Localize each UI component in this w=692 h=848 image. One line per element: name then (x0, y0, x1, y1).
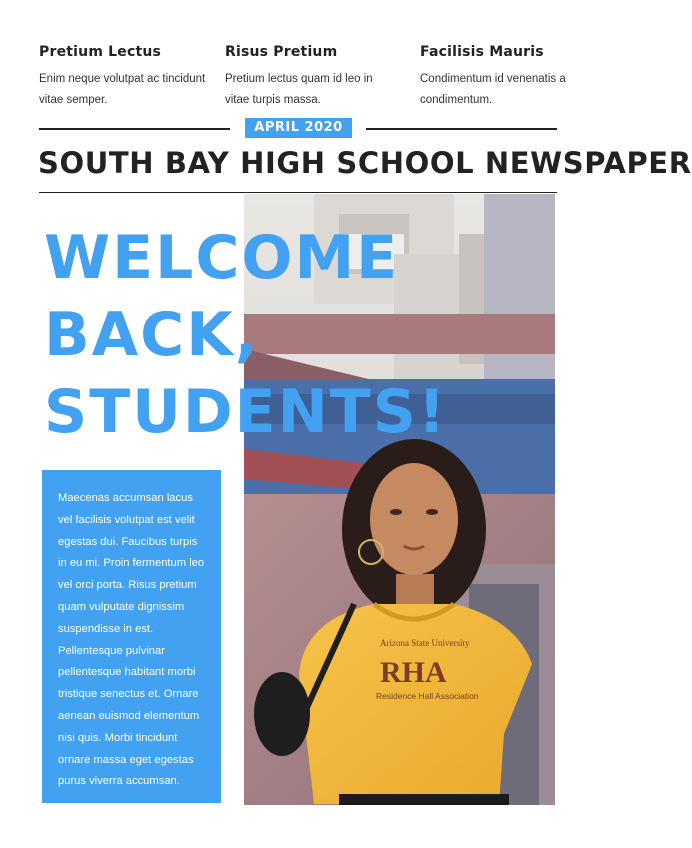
top-column-1 (39, 44, 209, 111)
top-column-text: Condimentum id venenatis a condimentum. (420, 73, 566, 106)
top-column-title: Risus Pretium (225, 44, 338, 60)
masthead-title: SOUTH BAY HIGH SCHOOL NEWSPAPER (38, 146, 692, 180)
top-column-title: Facilisis Mauris (420, 44, 544, 60)
shirt-print-logo: RHA (380, 656, 447, 689)
masthead-underline (39, 192, 557, 193)
rule-right (366, 128, 557, 130)
top-column-text: Enim neque volutpat ac tincidunt vitae semper. (39, 73, 206, 106)
top-column-3 (420, 44, 590, 111)
top-column-text: Pretium lectus quam id leo in vitae turpis massa. (225, 73, 373, 106)
sidebar-paragraph: Maecenas accumsan lacus vel facilisis volutpat est velit egestas dui. Faucibus turpis in eu mi. Proin fermentum leo vel orci porta. Risus pretium quam vulputate dignissim suspendisse in est. Pellentesque pulvinar pellentesque habitant morbi tristique senectus et. Ornare aenean euismod elementum nisi quis. Morbi tincidunt ornare massa eget egestas purus viverra accumsan. (58, 492, 205, 788)
top-column-title: Pretium Lectus (39, 44, 162, 60)
date-badge: APRIL 2020 (245, 118, 352, 138)
rule-left (39, 128, 230, 130)
headline (44, 220, 447, 451)
sidebar-text-box (42, 470, 221, 803)
shirt-print-top: Arizona State University (380, 638, 470, 648)
top-column-2 (225, 44, 395, 111)
headline-line-3: STUDENTS! (44, 377, 448, 447)
headline-line-2: BACK, (44, 300, 260, 370)
shirt-print-bottom: Residence Hall Association (376, 691, 479, 701)
headline-line-1: WELCOME (44, 223, 400, 293)
